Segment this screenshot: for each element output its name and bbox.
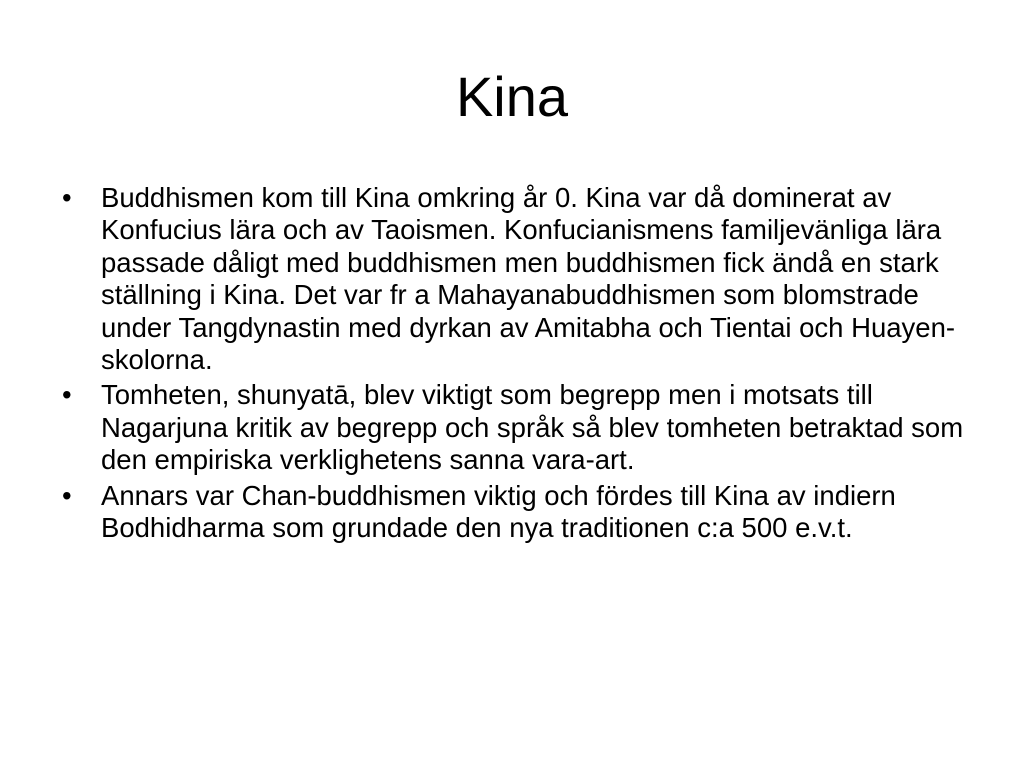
bullet-item <box>60 379 970 476</box>
bullet-icon: • <box>62 182 72 213</box>
bullet-item <box>60 480 970 545</box>
slide-title: Kina <box>455 65 569 128</box>
bullet-icon: • <box>62 379 72 411</box>
bullet-text: Annars var Chan-buddhismen viktig och fördes till Kina av indiern Bodhidharma som grundade den nya traditionen c:a 500 e.v.t. <box>101 479 896 544</box>
bullet-text: Tomheten, shunyatā, blev viktigt som begrepp men i motsats till Nagarjuna kritik av begrepp och språk så blev tomheten betraktad som den empiriska verklighetens sanna vara-art. <box>101 379 964 476</box>
bullet-icon: • <box>62 479 72 511</box>
bullet-item <box>60 182 970 376</box>
bullet-list <box>60 182 970 547</box>
bullet-text: Buddhismen kom till Kina omkring år 0. Kina var då dominerat av Konfucius lära och av Taoismen. Konfucianismens familjevänliga lära passade dåligt med buddhismen men buddhismen fick ändå en stark ställning i Kina. Det var fr a Mahayanabuddhismen som blomstrade under Tangdynastin med dyrkan av Amitabha och Tientai och Huayen-skolorna. <box>101 182 956 376</box>
